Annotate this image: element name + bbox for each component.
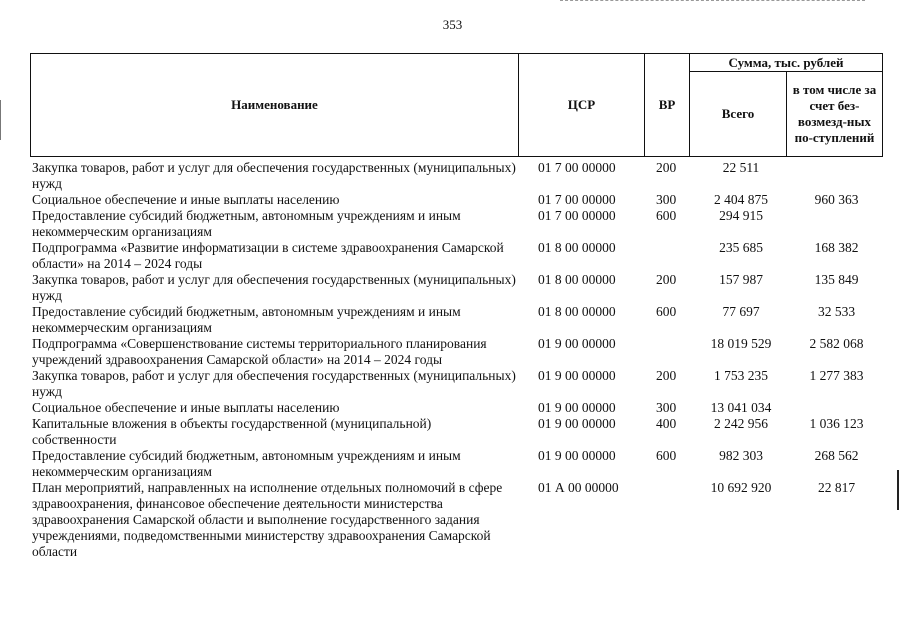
- table-row: [32, 416, 883, 448]
- col-header-vr: ВР: [658, 97, 676, 112]
- row-bez: 1 277 383: [809, 368, 864, 383]
- table-row: [32, 208, 883, 240]
- table-row: [32, 480, 883, 560]
- row-vr: 600: [656, 448, 677, 463]
- row-vr: 600: [656, 208, 677, 223]
- row-name: Социальное обеспечение и иные выплаты населению: [32, 400, 340, 415]
- row-total: 22 511: [722, 160, 760, 175]
- table-row: [32, 160, 883, 192]
- row-name: Капитальные вложения в объекты государственной (муниципальной) собственности: [32, 416, 432, 447]
- row-name: Предоставление субсидий бюджетным, автономным учреждениям и иным некоммерческим организациям: [32, 448, 461, 479]
- scan-edge-mark-right: [897, 470, 899, 510]
- col-header-sum: Сумма, тыс. рублей: [728, 54, 844, 70]
- row-csr: 01 8 00 00000: [538, 272, 616, 287]
- row-name: Закупка товаров, работ и услуг для обеспечения государственных (муниципальных) нужд: [32, 160, 516, 191]
- row-total: 1 753 235: [714, 368, 768, 383]
- row-name: Закупка товаров, работ и услуг для обеспечения государственных (муниципальных) нужд: [32, 272, 516, 303]
- table-row: [32, 448, 883, 480]
- scan-edge-mark: [0, 100, 1, 140]
- row-name: Подпрограмма «Развитие информатизации в системе здравоохранения Самарской области» на 2014 – 2024 годы: [32, 240, 504, 271]
- row-vr: 600: [656, 304, 677, 319]
- row-vr: 200: [656, 272, 677, 287]
- table-row: [32, 400, 883, 416]
- row-total: 13 041 034: [710, 400, 772, 415]
- table-row: [32, 240, 883, 272]
- col-header-csr: ЦСР: [567, 97, 596, 112]
- row-bez: 960 363: [814, 192, 859, 207]
- row-bez: 2 582 068: [809, 336, 864, 351]
- row-total: 294 915: [719, 208, 763, 223]
- row-total: 982 303: [719, 448, 763, 463]
- row-csr: 01 А 00 00000: [538, 480, 619, 495]
- header-bottom-border: [30, 156, 883, 157]
- row-vr: 200: [656, 160, 677, 175]
- row-csr: 01 8 00 00000: [538, 304, 616, 319]
- row-csr: 01 8 00 00000: [538, 240, 616, 255]
- row-bez: 32 533: [817, 304, 856, 319]
- row-name: Предоставление субсидий бюджетным, автономным учреждениям и иным некоммерческим организациям: [32, 304, 461, 335]
- row-bez: 1 036 123: [809, 416, 864, 431]
- table-row: [32, 304, 883, 336]
- row-csr: 01 9 00 00000: [538, 336, 616, 351]
- row-csr: 01 9 00 00000: [538, 368, 616, 383]
- row-vr: 200: [656, 368, 677, 383]
- row-csr: 01 7 00 00000: [538, 192, 616, 207]
- page-number: 353: [442, 17, 463, 32]
- row-total: 2 242 956: [714, 416, 768, 431]
- row-csr: 01 9 00 00000: [538, 448, 616, 463]
- row-total: 10 692 920: [710, 480, 772, 495]
- row-total: 2 404 875: [714, 192, 768, 207]
- row-csr: 01 9 00 00000: [538, 400, 616, 415]
- row-csr: 01 7 00 00000: [538, 208, 616, 223]
- header-right-border: [882, 53, 883, 157]
- row-name: Подпрограмма «Совершенствование системы территориального планирования учреждений здравоохранения Самарской области» на 2014 – 2024 годы: [32, 336, 487, 367]
- row-csr: 01 7 00 00000: [538, 160, 616, 175]
- table-row: [32, 368, 883, 400]
- row-total: 18 019 529: [710, 336, 772, 351]
- row-bez: 135 849: [814, 272, 859, 287]
- row-total: 157 987: [719, 272, 763, 287]
- table-header: [30, 53, 883, 157]
- row-vr: 300: [656, 400, 677, 415]
- row-name: Закупка товаров, работ и услуг для обеспечения государственных (муниципальных) нужд: [32, 368, 516, 399]
- row-total: 235 685: [719, 240, 763, 255]
- row-vr: 400: [656, 416, 677, 431]
- row-name: План мероприятий, направленных на исполнение отдельных полномочий в сфере здравоохранения, финансовое обеспечение деятельности министерства здравоохранения Самарской области и выполнение государственного задания учреждениями, подведомственными министерству здравоохранения Самарской области: [32, 480, 503, 559]
- page-top-rule: [560, 0, 865, 1]
- row-bez: 22 817: [817, 480, 856, 495]
- table-row: [32, 336, 883, 368]
- row-bez: 168 382: [814, 240, 859, 255]
- row-vr: 300: [656, 192, 677, 207]
- col-header-name: Наименование: [231, 97, 318, 112]
- col-header-bez: в том числе за счет без-возмезд-ных по-ступлений: [792, 82, 877, 145]
- table-body: [32, 160, 883, 560]
- row-name: Социальное обеспечение и иные выплаты населению: [32, 192, 340, 207]
- table-row: [32, 192, 883, 208]
- row-csr: 01 9 00 00000: [538, 416, 616, 431]
- row-total: 77 697: [722, 304, 760, 319]
- row-name: Предоставление субсидий бюджетным, автономным учреждениям и иным некоммерческим организациям: [32, 208, 461, 239]
- table-row: [32, 272, 883, 304]
- col-header-total: Всего: [721, 106, 755, 121]
- row-bez: 268 562: [814, 448, 859, 463]
